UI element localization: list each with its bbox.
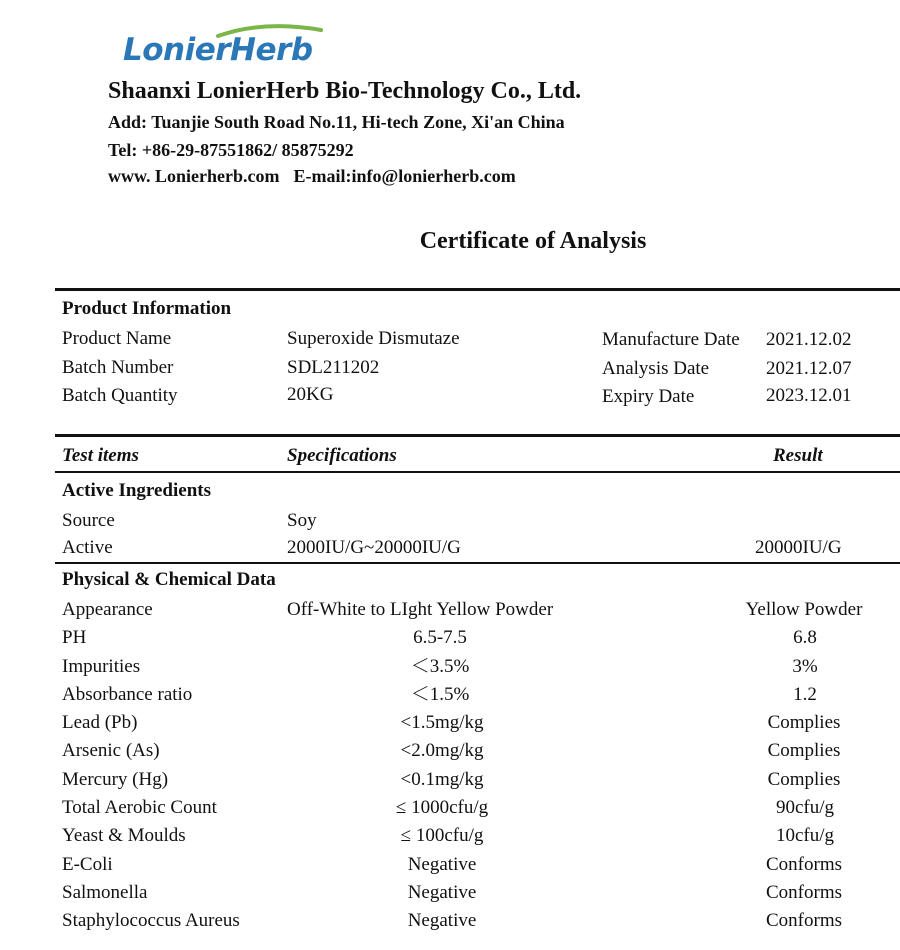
product-name-label: Product Name [62, 328, 172, 349]
row-result: 90cfu/g [775, 797, 835, 818]
divider [55, 288, 900, 291]
manufacture-date-label: Manufacture Date [602, 329, 740, 350]
batch-number-label: Batch Number [62, 357, 174, 378]
company-logo [123, 22, 343, 72]
row-item: Salmonella [62, 882, 148, 903]
document-title: Certificate of Analysis [419, 228, 647, 254]
row-spec: <0.1mg/kg [400, 769, 484, 790]
row-result: 10cfu/g [775, 825, 835, 846]
row-item: Lead (Pb) [62, 712, 138, 733]
row-result: 3% [792, 656, 818, 677]
row-spec: <1.5mg/kg [400, 712, 484, 733]
row-item: Total Aerobic Count [62, 797, 217, 818]
product-name-value: Superoxide Dismutaze [287, 328, 460, 349]
row-item: PH [62, 627, 87, 648]
row-spec: ≤ 100cfu/g [400, 825, 484, 846]
row-result: Complies [767, 769, 841, 790]
row-spec: ≤ 1000cfu/g [395, 797, 489, 818]
company-contact [108, 166, 516, 187]
company-address: Add: Tuanjie South Road No.11, Hi-tech Zone, Xi'an China [108, 112, 565, 132]
row-spec: Negative [407, 882, 477, 903]
row-result: Conforms [766, 910, 842, 931]
row-item: E-Coli [62, 854, 113, 875]
row-item: Absorbance ratio [62, 684, 193, 705]
row-result: 20000IU/G [755, 537, 842, 558]
row-item: Appearance [62, 599, 153, 620]
row-result: Complies [767, 712, 841, 733]
row-item: Impurities [62, 656, 141, 677]
company-website: www. Lonierherb.com [108, 166, 280, 186]
divider [55, 434, 900, 437]
col-header-specifications: Specifications [287, 445, 397, 466]
company-email: E-mail:info@lonierherb.com [293, 166, 516, 186]
batch-quantity-label: Batch Quantity [62, 385, 178, 406]
section-heading-active: Active Ingredients [62, 480, 211, 501]
batch-number-value: SDL211202 [287, 357, 380, 378]
row-result: Yellow Powder [745, 599, 863, 620]
row-result: Conforms [766, 882, 842, 903]
row-spec: 2000IU/G~20000IU/G [287, 537, 461, 558]
row-item: Active [62, 537, 113, 558]
row-item: Mercury (Hg) [62, 769, 169, 790]
row-result: Conforms [766, 854, 842, 875]
section-heading-physical: Physical & Chemical Data [62, 569, 276, 590]
row-spec: Soy [287, 510, 317, 531]
row-spec: Negative [407, 910, 477, 931]
row-result: 6.8 [793, 627, 817, 648]
company-name: Shaanxi LonierHerb Bio-Technology Co., Ltd. [108, 78, 582, 104]
logo-text: LonierHerb [123, 32, 313, 68]
col-header-result: Result [773, 445, 823, 466]
divider [55, 471, 900, 473]
manufacture-date-value: 2021.12.02 [766, 329, 852, 350]
analysis-date-label: Analysis Date [602, 358, 710, 379]
row-spec: ＜3.5% [410, 656, 470, 677]
row-item: Source [62, 510, 115, 531]
row-spec: 6.5-7.5 [413, 627, 467, 648]
row-result: 1.2 [793, 684, 817, 705]
row-item: Yeast & Moulds [62, 825, 186, 846]
expiry-date-label: Expiry Date [602, 386, 695, 407]
col-header-test-items: Test items [62, 445, 139, 466]
row-item: Staphylococcus Aureus [62, 910, 240, 931]
analysis-date-value: 2021.12.07 [766, 358, 852, 379]
row-spec: Off-White to LIght Yellow Powder [287, 599, 554, 620]
row-spec: ＜1.5% [410, 684, 470, 705]
batch-quantity-value: 20KG [287, 384, 334, 405]
expiry-date-value: 2023.12.01 [766, 385, 852, 406]
product-info-heading: Product Information [62, 298, 232, 319]
row-result: Complies [767, 740, 841, 761]
row-spec: Negative [407, 854, 477, 875]
row-spec: <2.0mg/kg [400, 740, 484, 761]
row-item: Arsenic (As) [62, 740, 160, 761]
divider [55, 562, 900, 564]
company-phone: Tel: +86-29-87551862/ 85875292 [108, 140, 354, 160]
